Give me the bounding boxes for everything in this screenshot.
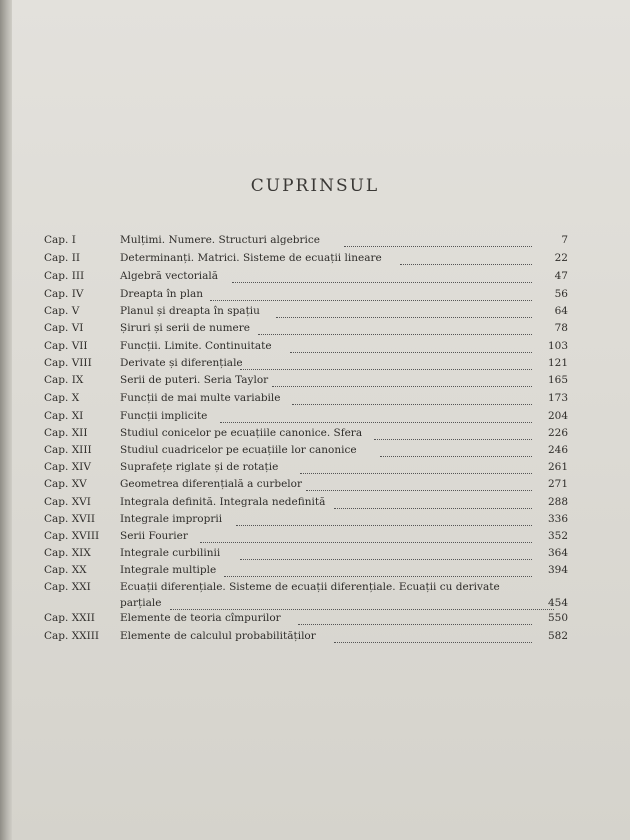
page-number: 56 bbox=[554, 288, 568, 300]
leader-dots bbox=[232, 281, 532, 283]
page-number: 582 bbox=[547, 630, 568, 642]
leader-dots bbox=[334, 641, 532, 643]
chapter-number: Cap. VIII bbox=[44, 357, 92, 369]
chapter-number: Cap. XVIII bbox=[44, 530, 100, 542]
leader-dots bbox=[290, 351, 532, 353]
chapter-title: Funcții. Limite. Continuitate bbox=[120, 340, 272, 352]
toc-row bbox=[0, 630, 630, 648]
leader-dots bbox=[170, 608, 554, 610]
chapter-number: Cap. III bbox=[44, 270, 85, 282]
toc-row bbox=[0, 530, 630, 548]
toc-row bbox=[0, 234, 630, 252]
chapter-title: Dreapta în plan bbox=[120, 288, 204, 300]
leader-dots bbox=[258, 333, 532, 335]
chapter-number: Cap. II bbox=[44, 252, 80, 264]
leader-dots bbox=[210, 299, 532, 301]
toc-row bbox=[0, 322, 630, 340]
chapter-title: Studiul conicelor pe ecuațiile canonice. Sfera bbox=[120, 427, 363, 439]
chapter-title: Funcții de mai multe variabile bbox=[120, 392, 281, 404]
page-number: 7 bbox=[561, 234, 568, 246]
leader-dots bbox=[344, 245, 532, 247]
chapter-number: Cap. XVII bbox=[44, 513, 96, 525]
toc-row bbox=[0, 461, 630, 479]
chapter-number: Cap. XIX bbox=[44, 547, 91, 559]
chapter-title: Elemente de teoria cîmpurilor bbox=[120, 612, 281, 624]
page-number: 352 bbox=[547, 530, 568, 542]
chapter-title: Elemente de calculul probabilităților bbox=[120, 630, 316, 642]
chapter-title: Geometrea diferențială a curbelor bbox=[120, 478, 303, 490]
chapter-title-continuation: parțiale bbox=[120, 597, 162, 609]
chapter-title: Integrala definită. Integrala nedefinită bbox=[120, 496, 326, 508]
toc-row bbox=[0, 374, 630, 392]
leader-dots bbox=[334, 507, 532, 509]
chapter-number: Cap. XI bbox=[44, 410, 84, 422]
chapter-title: Ecuații diferențiale. Sisteme de ecuații diferențiale. Ecuații cu derivate bbox=[120, 581, 500, 593]
chapter-number: Cap. V bbox=[44, 305, 80, 317]
leader-dots bbox=[240, 558, 532, 560]
page-number: 173 bbox=[547, 392, 568, 404]
chapter-number: Cap. XXI bbox=[44, 581, 91, 593]
leader-dots bbox=[236, 524, 532, 526]
toc-row bbox=[0, 340, 630, 358]
toc-row bbox=[0, 513, 630, 531]
leader-dots bbox=[240, 368, 532, 370]
toc-row bbox=[0, 288, 630, 306]
page-number: 288 bbox=[547, 496, 568, 508]
page-number: 246 bbox=[547, 444, 568, 456]
toc-row bbox=[0, 357, 630, 375]
chapter-title: Mulțimi. Numere. Structuri algebrice bbox=[120, 234, 320, 246]
page-number: 336 bbox=[547, 513, 568, 525]
chapter-title: Funcții implicite bbox=[120, 410, 208, 422]
chapter-title: Integrale improprii bbox=[120, 513, 223, 525]
chapter-number: Cap. XIV bbox=[44, 461, 91, 473]
page-number: 204 bbox=[547, 410, 568, 422]
page-number: 121 bbox=[547, 357, 568, 369]
chapter-number: Cap. IV bbox=[44, 288, 84, 300]
chapter-title: Șiruri și serii de numere bbox=[120, 322, 251, 334]
chapter-number: Cap. XXII bbox=[44, 612, 95, 624]
page-title: CUPRINSUL bbox=[250, 176, 380, 196]
page-number: 364 bbox=[547, 547, 568, 559]
leader-dots bbox=[200, 541, 532, 543]
page-number: 226 bbox=[547, 427, 568, 439]
chapter-title: Algebră vectorială bbox=[120, 270, 219, 282]
toc-row bbox=[0, 547, 630, 565]
toc-row bbox=[0, 496, 630, 514]
leader-dots bbox=[292, 403, 532, 405]
leader-dots bbox=[300, 472, 532, 474]
toc-row bbox=[0, 270, 630, 288]
toc-row bbox=[0, 305, 630, 323]
chapter-number: Cap. XVI bbox=[44, 496, 91, 508]
page-number: 550 bbox=[547, 612, 568, 624]
chapter-title: Studiul cuadricelor pe ecuațiile lor canonice bbox=[120, 444, 357, 456]
page-number: 103 bbox=[547, 340, 568, 352]
chapter-title: Suprafețe riglate și de rotație bbox=[120, 461, 279, 473]
leader-dots bbox=[220, 421, 532, 423]
toc-row bbox=[0, 564, 630, 582]
toc-row bbox=[0, 392, 630, 410]
page-number: 78 bbox=[554, 322, 568, 334]
leader-dots bbox=[276, 316, 532, 318]
chapter-number: Cap. XV bbox=[44, 478, 87, 490]
toc-row bbox=[0, 612, 630, 630]
chapter-number: Cap. VII bbox=[44, 340, 88, 352]
page-number: 47 bbox=[554, 270, 568, 282]
chapter-title: Determinanți. Matrici. Sisteme de ecuații lineare bbox=[120, 252, 382, 264]
leader-dots bbox=[306, 489, 532, 491]
chapter-title: Serii de puteri. Seria Taylor bbox=[120, 374, 269, 386]
toc-row bbox=[0, 478, 630, 496]
page-number: 271 bbox=[547, 478, 568, 490]
chapter-number: Cap. I bbox=[44, 234, 76, 246]
chapter-title: Integrale multiple bbox=[120, 564, 217, 576]
page-number: 64 bbox=[554, 305, 568, 317]
chapter-number: Cap. XIII bbox=[44, 444, 92, 456]
chapter-title: Integrale curbilinii bbox=[120, 547, 221, 559]
leader-dots bbox=[380, 455, 532, 457]
chapter-title: Derivate și diferențiale bbox=[120, 357, 243, 369]
leader-dots bbox=[298, 623, 532, 625]
chapter-number: Cap. X bbox=[44, 392, 80, 404]
chapter-number: Cap. XXIII bbox=[44, 630, 100, 642]
page-number: 22 bbox=[554, 252, 568, 264]
chapter-title: Planul și dreapta în spațiu bbox=[120, 305, 260, 317]
leader-dots bbox=[374, 438, 532, 440]
leader-dots bbox=[400, 263, 532, 265]
chapter-title: Serii Fourier bbox=[120, 530, 188, 542]
toc-row bbox=[0, 427, 630, 445]
toc-row bbox=[0, 444, 630, 462]
leader-dots bbox=[224, 575, 532, 577]
toc-row bbox=[0, 410, 630, 428]
page-number: 261 bbox=[547, 461, 568, 473]
page-number: 454 bbox=[547, 597, 568, 609]
page-number: 165 bbox=[547, 374, 568, 386]
chapter-number: Cap. IX bbox=[44, 374, 84, 386]
leader-dots bbox=[272, 385, 532, 387]
toc-row bbox=[0, 252, 630, 270]
chapter-number: Cap. XII bbox=[44, 427, 88, 439]
page-number: 394 bbox=[547, 564, 568, 576]
chapter-number: Cap. XX bbox=[44, 564, 87, 576]
chapter-number: Cap. VI bbox=[44, 322, 84, 334]
